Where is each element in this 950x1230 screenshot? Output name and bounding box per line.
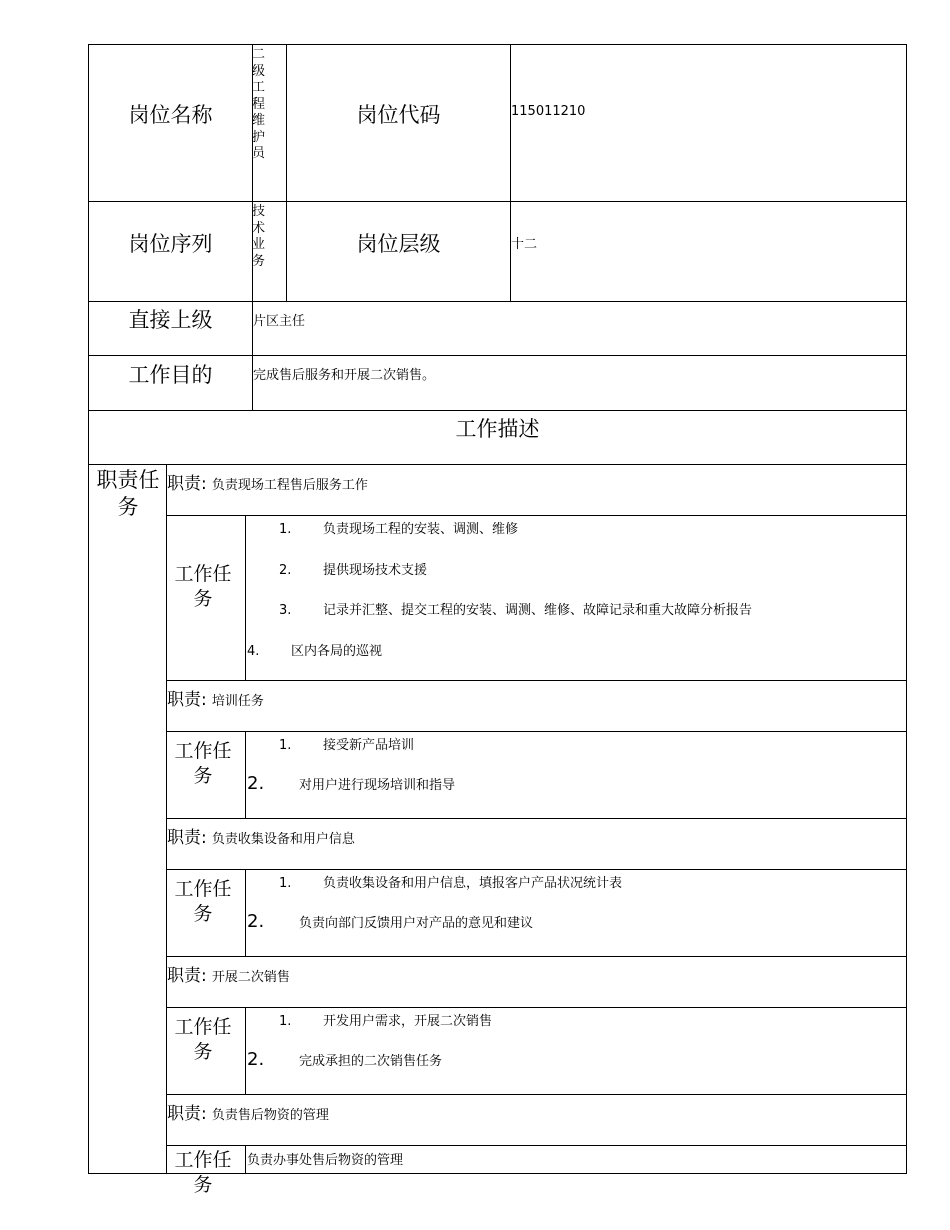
supervisor-label: 直接上级	[128, 308, 213, 332]
rule	[245, 731, 246, 819]
task-number: 1.	[279, 738, 292, 753]
task-item	[279, 872, 622, 891]
task-text: 区内各局的巡视	[291, 644, 383, 659]
rule	[166, 1094, 907, 1095]
task-text: 对用户进行现场培训和指导	[299, 778, 456, 793]
duty-heading	[167, 961, 290, 986]
task-label: 工作任务	[174, 1149, 232, 1196]
rule	[245, 869, 246, 957]
rule	[166, 818, 907, 819]
duty-heading	[167, 685, 264, 710]
task-number: 3.	[279, 603, 292, 618]
rule	[166, 956, 907, 957]
sequence-value: 技术业务	[252, 204, 266, 269]
task-text: 接受新产品培训	[323, 738, 415, 753]
rule	[88, 301, 907, 302]
duty-title: 负责收集设备和用户信息	[211, 832, 355, 847]
duty-heading	[167, 1099, 329, 1124]
task-number: 4.	[247, 644, 260, 659]
task-number: 1.	[279, 1014, 292, 1029]
post-name-label: 岗位名称	[128, 103, 213, 127]
rule	[166, 515, 907, 516]
task-number: 1.	[279, 876, 292, 891]
task-text: 提供现场技术支援	[323, 563, 428, 578]
frame-top	[88, 44, 907, 45]
task-label-clip	[167, 1146, 245, 1196]
task-item	[279, 559, 427, 578]
task-item	[279, 734, 414, 753]
rule	[166, 731, 907, 732]
duty-prefix: 职责:	[167, 1104, 207, 1124]
duty-prefix: 职责:	[167, 828, 207, 848]
rule	[88, 410, 907, 411]
post-name-value: 二级工程维护员	[252, 47, 266, 161]
frame-right	[906, 44, 907, 1174]
purpose-label: 工作目的	[128, 363, 213, 387]
sequence-label: 岗位序列	[128, 232, 213, 256]
task-item	[247, 1049, 442, 1070]
task-number: 2.	[247, 911, 265, 932]
rule	[166, 869, 907, 870]
rule	[166, 1145, 907, 1146]
duty-task-label: 职责任务	[96, 468, 160, 519]
task-text: 负责现场工程的安装、调测、维修	[323, 522, 519, 537]
rule	[88, 201, 907, 202]
duty-title: 负责售后物资的管理	[211, 1108, 329, 1123]
supervisor-value: 片区主任	[253, 314, 306, 329]
task-label: 工作任务	[174, 563, 232, 610]
rule	[286, 44, 287, 301]
post-code-value: 115011210	[511, 104, 586, 119]
level-value: 十二	[511, 237, 538, 252]
task-number: 1.	[279, 522, 292, 537]
task-text: 记录并汇整、提交工程的安装、调测、维修、故障记录和重大故障分析报告	[323, 603, 753, 618]
task-text: 负责向部门反馈用户对产品的意见和建议	[299, 916, 534, 931]
task-item	[247, 640, 382, 659]
task-item	[247, 911, 533, 932]
frame-left	[88, 44, 89, 1174]
task-item	[279, 1010, 492, 1029]
task-text: 负责收集设备和用户信息，填报客户产品状况统计表	[323, 876, 623, 891]
duty-heading	[167, 469, 368, 494]
duty-prefix: 职责:	[167, 474, 207, 494]
duty-heading	[167, 823, 355, 848]
duty-title: 培训任务	[211, 694, 264, 709]
duty-prefix: 职责:	[167, 690, 207, 710]
task-item	[247, 773, 455, 794]
task-label: 工作任务	[174, 740, 232, 787]
level-label: 岗位层级	[356, 232, 441, 256]
task-number: 2.	[247, 773, 265, 794]
task-item	[279, 518, 518, 537]
rule	[510, 44, 511, 301]
task-label: 工作任务	[174, 878, 232, 925]
purpose-value: 完成售后服务和开展二次销售。	[253, 368, 436, 383]
rule	[88, 464, 907, 465]
rule	[166, 680, 907, 681]
description-title: 工作描述	[455, 417, 540, 441]
rule	[245, 1145, 246, 1174]
rule	[245, 515, 246, 681]
task-label: 工作任务	[174, 1016, 232, 1063]
rule	[245, 1007, 246, 1095]
duty-title: 负责现场工程售后服务工作	[211, 478, 368, 493]
post-code-label: 岗位代码	[356, 103, 441, 127]
task-text: 完成承担的二次销售任务	[299, 1054, 443, 1069]
rule	[166, 1007, 907, 1008]
duty-prefix: 职责:	[167, 966, 207, 986]
rule	[88, 355, 907, 356]
task-item	[247, 1149, 403, 1168]
task-text: 负责办事处售后物资的管理	[247, 1153, 404, 1168]
duty-title: 开展二次销售	[211, 970, 290, 985]
task-number: 2.	[279, 563, 292, 578]
task-item	[279, 599, 752, 618]
task-number: 2.	[247, 1049, 265, 1070]
task-text: 开发用户需求，开展二次销售	[323, 1014, 493, 1029]
